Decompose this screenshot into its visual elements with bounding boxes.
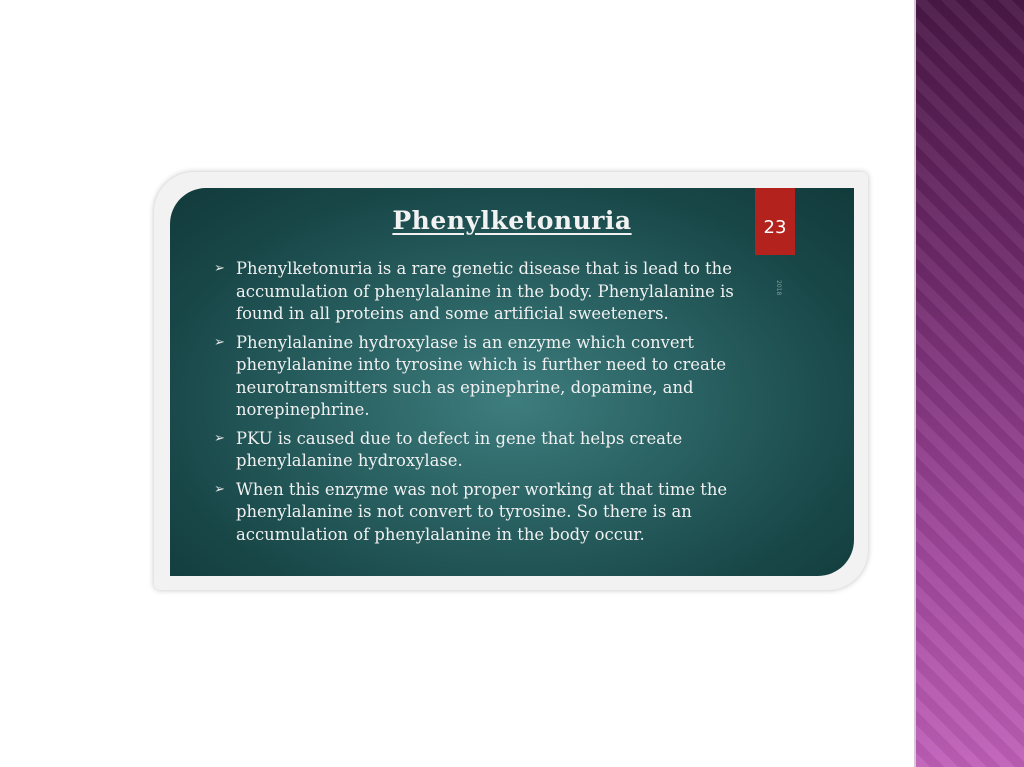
list-item — [214, 479, 774, 547]
list-item — [214, 428, 774, 473]
arrow-bullet-icon: ➢ — [214, 334, 225, 350]
arrow-bullet-icon: ➢ — [214, 261, 225, 276]
bullet-text: Phenylketonuria is a rare genetic disease that is lead to the accumulation of phenylalanine in the body. Phenylalanine is found in all proteins and some artificial sweeteners. — [236, 259, 734, 323]
list-item — [214, 258, 774, 326]
bullet-text: When this enzyme was not proper working at that time the phenylalanine is not convert to tyrosine. So there is an accumulation of phenylalanine in the body occur. — [236, 479, 728, 544]
arrow-bullet-icon: ➢ — [214, 430, 225, 446]
slide-image — [170, 188, 854, 576]
side-stamp: 2018 — [775, 280, 782, 296]
bullet-text: Phenylalanine hydroxylase is an enzyme which convert phenylalanine into tyrosine which is further need to create neurotransmitters such as epinephrine, dopamine, and norepinephrine. — [236, 332, 727, 419]
page-number-badge: 23 — [755, 188, 795, 255]
decorative-side-band — [914, 0, 1024, 767]
slide-title: Phenylketonuria — [392, 206, 632, 235]
bullet-text: PKU is caused due to defect in gene that helps create phenylalanine hydroxylase. — [236, 428, 683, 470]
list-item — [214, 332, 774, 422]
arrow-bullet-icon: ➢ — [214, 481, 225, 497]
bullet-list — [214, 258, 774, 552]
